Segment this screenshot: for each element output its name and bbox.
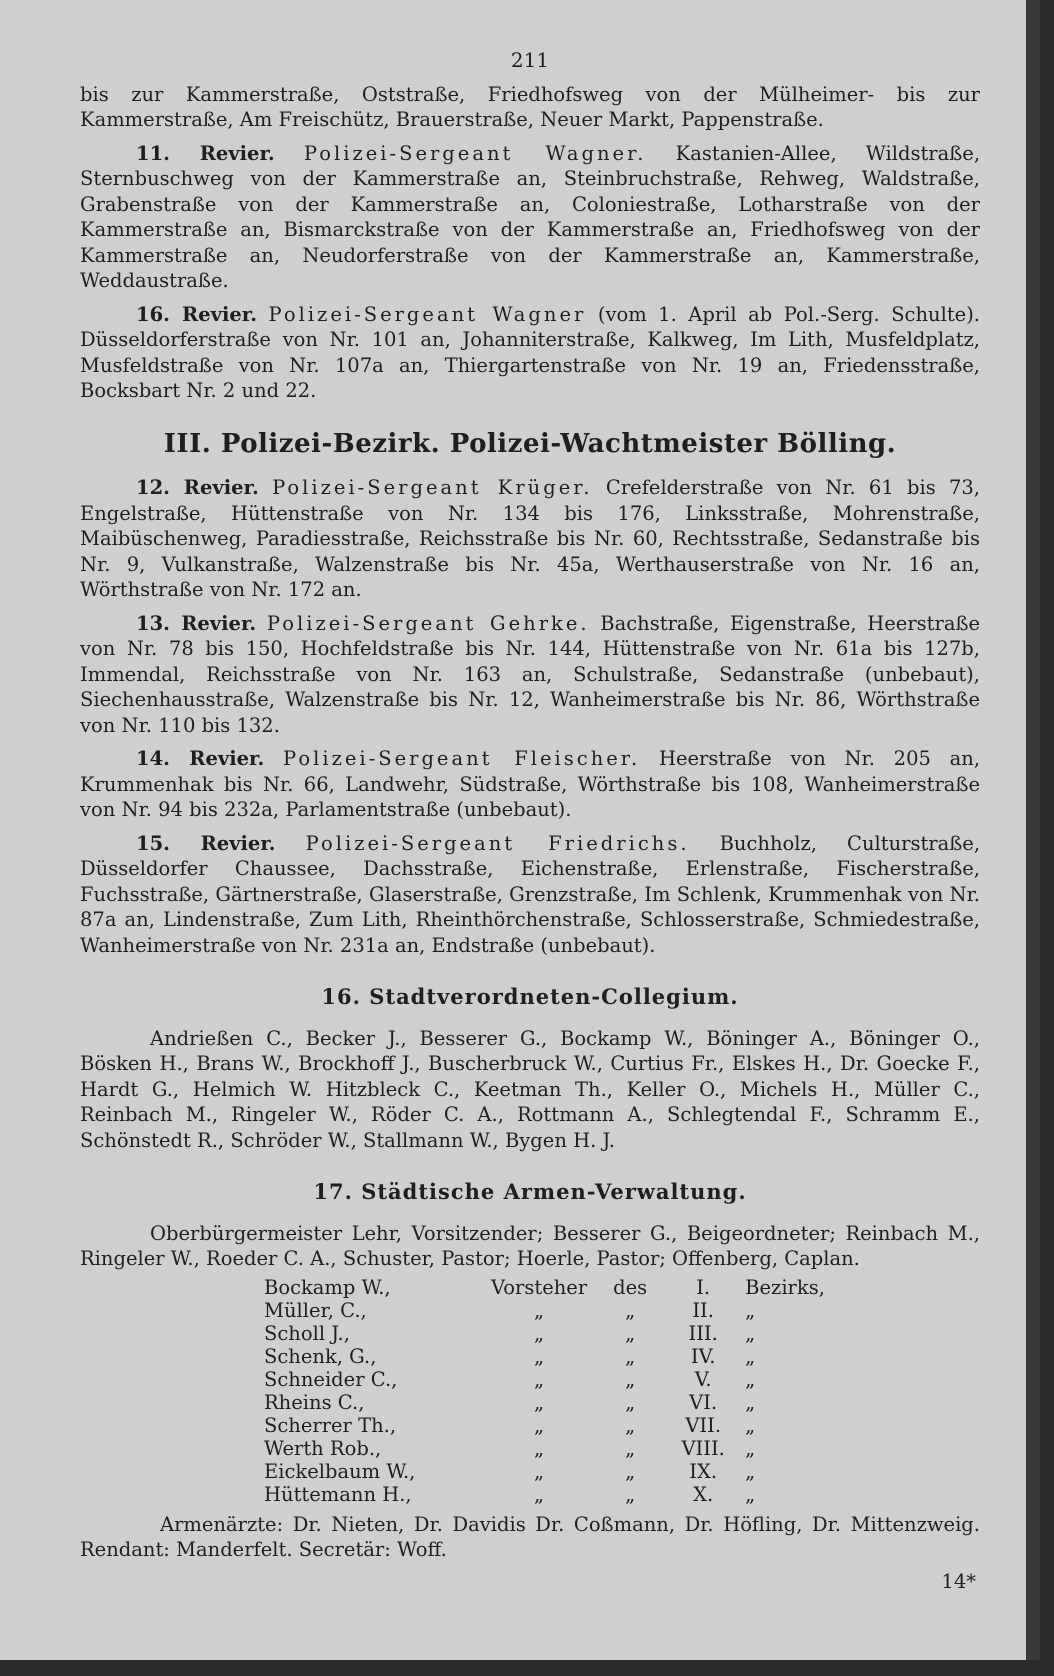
revier-11-paragraph (80, 141, 980, 294)
table-cell-d1: „ (534, 1436, 545, 1460)
table-row (258, 1322, 831, 1345)
table-cell-num: IX. (689, 1459, 718, 1483)
table-cell-d2: „ (625, 1298, 636, 1322)
revier-15-paragraph (80, 831, 980, 959)
table-cell-word: „ (745, 1321, 756, 1345)
table-cell-num: VII. (685, 1413, 722, 1437)
district-heading: III. Polizei-Bezirk. Polizei-Wachtmeister Bölling. (163, 428, 897, 459)
officer-name: Polizei-Sergeant Friedrichs. (305, 831, 690, 855)
section-17-heading: 17. Städtische Armen-Verwaltung. (313, 1179, 747, 1204)
officials-paragraph: Armenärzte: Dr. Nieten, Dr. Davidis Dr. Coßmann, Dr. Höfling, Dr. Mittenzweig. Rendant: Manderfelt. Secretär: Woff. (80, 1512, 980, 1561)
revier-label: 16. Revier. (136, 302, 258, 326)
table-cell-name: Rheins C., (264, 1390, 365, 1414)
table-cell-d1: „ (534, 1344, 545, 1368)
officer-name: Polizei-Sergeant Fleischer. (283, 747, 641, 770)
revier-14-paragraph (80, 746, 980, 823)
street-list: Buchholz, Culturstraße, Düsseldorfer Chaussee, Dachsstraße, Eichenstraße, Erlenstraße, Fischerstraße, Fuchsstraße, Gärtnerstraße, Glaserstraße, Grenzstraße, Im Schlenk, Krummenhak von Nr. 87a an, Lindenstraße, Zum Lith, Rheinthörchenstraße, Schlosserstraße, Schmiedestraße, Wanheimerstraße von Nr. 231a an, Endstraße (unbebaut). (80, 831, 981, 957)
table-row (258, 1368, 831, 1391)
table-cell-word: Bezirks, (745, 1275, 825, 1299)
table-row (258, 1437, 831, 1460)
table-row (258, 1414, 831, 1437)
table-cell-word: „ (745, 1482, 756, 1506)
table-row (258, 1345, 831, 1368)
table-cell-d1: „ (534, 1321, 545, 1345)
table-cell-num: VIII. (681, 1436, 725, 1460)
table-row (258, 1391, 831, 1414)
table-cell-word: „ (745, 1344, 756, 1368)
council-members: Andrießen C., Becker J., Besserer G., Bockamp W., Böninger A., Böninger O., Bösken H., Brans W., Brockhoff J., Buscherbruck W., Curtius Fr., Elskes H., Dr. Goecke F., Hardt G., Helmich W. Hitzbleck C., Keetman Th., Keller O., Michels H., Müller C., Reinbach M., Ringeler W., Röder C. A., Rottmann A., Schlegtendal F., Schramm E., Schönstedt R., Schröder W., Stallmann W., Bygen H. J. (80, 1026, 980, 1152)
table-cell-d1: „ (534, 1367, 545, 1391)
signature-mark: 14* (941, 1569, 976, 1593)
continuation-paragraph: bis zur Kammerstraße, Oststraße, Friedhofsweg von der Mülheimer- bis zur Kammerstraße, Am Freischütz, Brauerstraße, Neuer Markt, Pappenstraße. (80, 82, 980, 131)
revier-16-paragraph (80, 302, 980, 404)
table-cell-d2: „ (625, 1459, 636, 1483)
table-cell-d2: „ (625, 1482, 636, 1506)
officer-name: Polizei-Sergeant Wagner. (303, 141, 647, 165)
table-cell-name: Bockamp W., (264, 1275, 391, 1299)
table-cell-d2: „ (625, 1436, 636, 1460)
table-cell-num: IV. (690, 1344, 716, 1368)
revier-label: 13. Revier. (136, 611, 257, 635)
table-cell-num: III. (688, 1321, 718, 1345)
table-cell-name: Schenk, G., (264, 1344, 377, 1368)
table-cell-num: X. (693, 1482, 714, 1506)
officer-name: Polizei-Sergeant Wagner (268, 302, 587, 326)
revier-label: 12. Revier. (136, 476, 259, 499)
page-number: 211 (510, 48, 550, 72)
officer-name: Polizei-Sergeant Gehrke. (266, 611, 590, 635)
revier-label: 11. Revier. (136, 141, 275, 165)
table-cell-name: Scherrer Th., (264, 1413, 397, 1437)
section-16-heading: 16. Stadtverordneten-Collegium. (321, 984, 739, 1009)
table-cell-d2: „ (625, 1367, 636, 1391)
table-cell-d2: des (613, 1275, 648, 1299)
revier-label: 15. Revier. (136, 831, 276, 855)
officer-name: Polizei-Sergeant Krüger. (272, 476, 593, 499)
table-cell-num: II. (692, 1298, 714, 1322)
table-cell-d1: „ (534, 1459, 545, 1483)
table-cell-word: „ (745, 1390, 756, 1414)
table-cell-num: V. (694, 1367, 712, 1391)
table-cell-num: VI. (689, 1390, 718, 1414)
table-row (258, 1276, 831, 1299)
table-cell-d1: „ (534, 1482, 545, 1506)
table-cell-name: Werth Rob., (264, 1436, 382, 1460)
table-cell-word: „ (745, 1436, 756, 1460)
table-cell-d1: „ (534, 1413, 545, 1437)
table-cell-name: Hüttemann H., (264, 1482, 412, 1506)
table-cell-num: I. (696, 1275, 711, 1299)
table-cell-d1: Vorsteher (491, 1275, 588, 1299)
table-cell-word: „ (745, 1298, 756, 1322)
page-content (80, 48, 980, 1594)
administration-intro: Oberbürgermeister Lehr, Vorsitzender; Besserer G., Beigeordneter; Reinbach M., Ringeler W., Roeder C. A., Schuster, Pastor; Hoerle, Pastor; Offenberg, Caplan. (80, 1221, 980, 1270)
table-row (258, 1460, 831, 1483)
table-cell-d1: „ (534, 1390, 545, 1414)
table-cell-d2: „ (625, 1321, 636, 1345)
table-cell-d2: „ (625, 1390, 636, 1414)
table-cell-name: Eickelbaum W., (264, 1459, 416, 1483)
table-cell-name: Schneider C., (264, 1367, 398, 1391)
table-cell-d2: „ (625, 1413, 636, 1437)
street-list: (vom 1. April ab Pol.-Serg. Schulte). Düsseldorferstraße von Nr. 101 an, Johanniterstraße, Kalkweg, Im Lith, Musfeldplatz, Musfeldstraße von Nr. 107a an, Thiergartenstraße von Nr. 19 an, Friedensstraße, Bocksbart Nr. 2 und 22. (80, 302, 981, 402)
district-supervisors-table (258, 1276, 831, 1506)
table-cell-word: „ (745, 1413, 756, 1437)
table-cell-d1: „ (534, 1298, 545, 1322)
revier-12-paragraph (80, 475, 980, 603)
street-list: Heerstraße von Nr. 205 an, Krummenhak bis Nr. 66, Landwehr, Südstraße, Wörthstraße bis 108, Wanheimerstraße von Nr. 94 bis 232a, Parlamentstraße (unbebaut). (80, 747, 981, 821)
table-cell-word: „ (745, 1367, 756, 1391)
street-list: Crefelderstraße von Nr. 61 bis 73, Engelstraße, Hüttenstraße von Nr. 134 bis 176, Linksstraße, Mohrenstraße, Maibüschenweg, Paradiesstraße, Reichsstraße bis Nr. 60, Rechtsstraße, Sedanstraße bis Nr. 9, Vulkanstraße, Walzenstraße bis Nr. 45a, Werthauserstraße von Nr. 16 an, Wörthstraße von Nr. 172 an. (80, 476, 980, 601)
table-cell-word: „ (745, 1459, 756, 1483)
revier-13-paragraph (80, 611, 980, 739)
table-row (258, 1299, 831, 1322)
table-row (258, 1483, 831, 1506)
street-list: Bachstraße, Eigenstraße, Heerstraße von Nr. 78 bis 150, Hochfeldstraße bis Nr. 144, Hüttenstraße von Nr. 61a bis 127b, Immendal, Reichsstraße von Nr. 163 an, Schulstraße, Sedanstraße (unbebaut), Siechenhausstraße, Walzenstraße bis Nr. 12, Wanheimerstraße bis Nr. 86, Wörthstraße von Nr. 110 bis 132. (80, 611, 981, 737)
table-cell-name: Müller, C., (264, 1298, 367, 1322)
table-cell-name: Scholl J., (264, 1321, 350, 1345)
street-list: Kastanien-Allee, Wildstraße, Sternbuschweg von der Kammerstraße an, Steinbruchstraße, Rehweg, Waldstraße, Grabenstraße von der Kammerstraße an, Coloniestraße, Lotharstraße von der Kammerstraße an, Bismarckstraße von der Kammerstraße an, Friedhofsweg von der Kammerstraße an, Neudorferstraße von der Kammerstraße an, Kammerstraße, Weddaustraße. (80, 141, 981, 292)
table-cell-d2: „ (625, 1344, 636, 1368)
revier-label: 14. Revier. (136, 747, 265, 770)
